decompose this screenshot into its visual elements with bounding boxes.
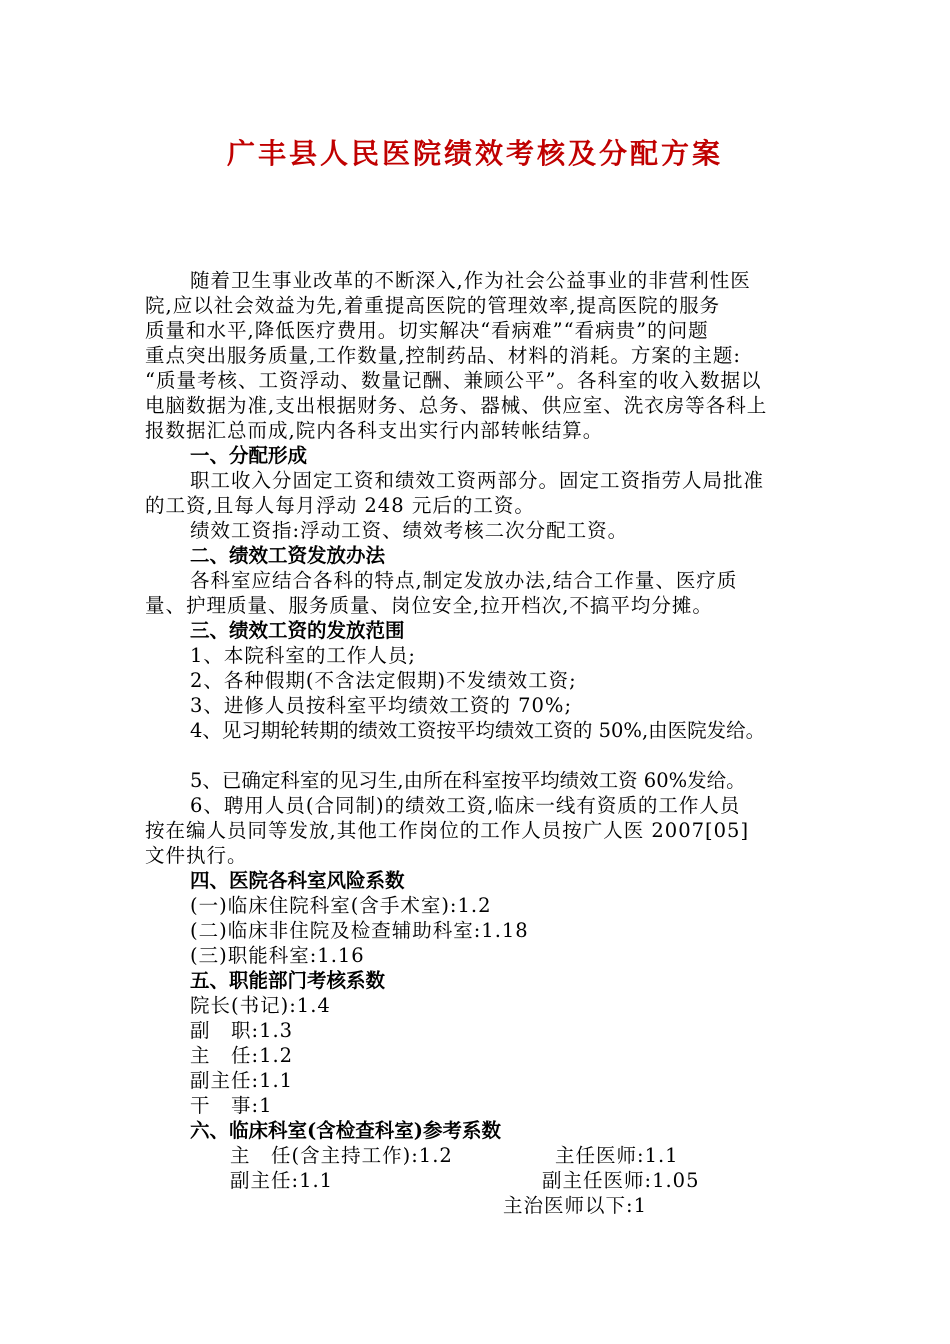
coefficient-right: 主治医师以下:1 xyxy=(503,1194,647,1217)
paragraph-line: 各科室应结合各科的特点,制定发放办法,结合工作量、医疗质 xyxy=(190,569,738,592)
coefficient-right: 副主任医师:1.05 xyxy=(542,1169,700,1192)
paragraph-line: 的工资,且每人每月浮动 248 元后的工资。 xyxy=(145,494,535,517)
coefficient-left: 副主任:1.1 xyxy=(230,1169,334,1192)
paragraph-line: 绩效工资指:浮动工资、绩效考核二次分配工资。 xyxy=(190,519,629,542)
section-heading: 一、分配形成 xyxy=(190,444,308,467)
section-heading: 四、医院各科室风险系数 xyxy=(190,869,405,892)
list-item: 院长(书记):1.4 xyxy=(190,994,331,1017)
section-heading: 六、临床科室(含检查科室)参考系数 xyxy=(190,1119,501,1142)
list-item: 按在编人员同等发放,其他工作岗位的工作人员按广人医 2007[05] xyxy=(145,819,750,842)
list-item: 副 职:1.3 xyxy=(190,1019,294,1042)
coefficient-right: 主任医师:1.1 xyxy=(555,1144,679,1167)
list-item: 3、进修人员按科室平均绩效工资的 70%; xyxy=(190,694,573,717)
list-item: 文件执行。 xyxy=(145,844,248,867)
section-heading: 二、绩效工资发放办法 xyxy=(190,544,386,567)
paragraph-line: 量、护理质量、服务质量、岗位安全,拉开档次,不搞平均分摊。 xyxy=(145,594,713,617)
section-heading: 五、职能部门考核系数 xyxy=(190,969,386,992)
list-item: (一)临床住院科室(含手术室):1.2 xyxy=(190,894,492,917)
list-item: 2、各种假期(不含法定假期)不发绩效工资; xyxy=(190,669,577,692)
intro-line: “质量考核、工资浮动、数量记酬、兼顾公平”。各科室的收入数据以 xyxy=(145,369,762,392)
coefficient-left: 主 任(含主持工作):1.2 xyxy=(230,1144,453,1167)
intro-line: 报数据汇总而成,院内各科支出实行内部转帐结算。 xyxy=(145,419,604,442)
list-item: 6、聘用人员(合同制)的绩效工资,临床一线有资质的工作人员 xyxy=(190,794,741,817)
list-item: (三)职能科室:1.16 xyxy=(190,944,365,967)
list-item: 4、见习期轮转期的绩效工资按平均绩效工资的 50%,由医院发给。 xyxy=(190,719,766,742)
intro-line: 电脑数据为准,支出根据财务、总务、器械、供应室、洗衣房等各科上 xyxy=(145,394,768,417)
section-heading: 三、绩效工资的发放范围 xyxy=(190,619,405,642)
intro-line: 随着卫生事业改革的不断深入,作为社会公益事业的非营利性医 xyxy=(190,269,751,292)
list-item: 干 事:1 xyxy=(190,1094,273,1117)
intro-line: 质量和水平,降低医疗费用。切实解决“看病难”“看病贵”的问题 xyxy=(145,319,709,342)
list-item: 1、本院科室的工作人员; xyxy=(190,644,416,667)
list-item: 5、已确定科室的见习生,由所在科室按平均绩效工资 60%发给。 xyxy=(190,769,746,792)
paragraph-line: 职工收入分固定工资和绩效工资两部分。固定工资指劳人局批准 xyxy=(190,469,765,492)
intro-line: 院,应以社会效益为先,着重提高医院的管理效率,提高医院的服务 xyxy=(145,294,721,317)
list-item: 副主任:1.1 xyxy=(190,1069,294,1092)
list-item: (二)临床非住院及检查辅助科室:1.18 xyxy=(190,919,529,942)
intro-line: 重点突出服务质量,工作数量,控制药品、材料的消耗。方案的主题: xyxy=(145,344,741,367)
document-title: 广丰县人民医院绩效考核及分配方案 xyxy=(226,137,723,170)
list-item: 主 任:1.2 xyxy=(190,1044,294,1067)
